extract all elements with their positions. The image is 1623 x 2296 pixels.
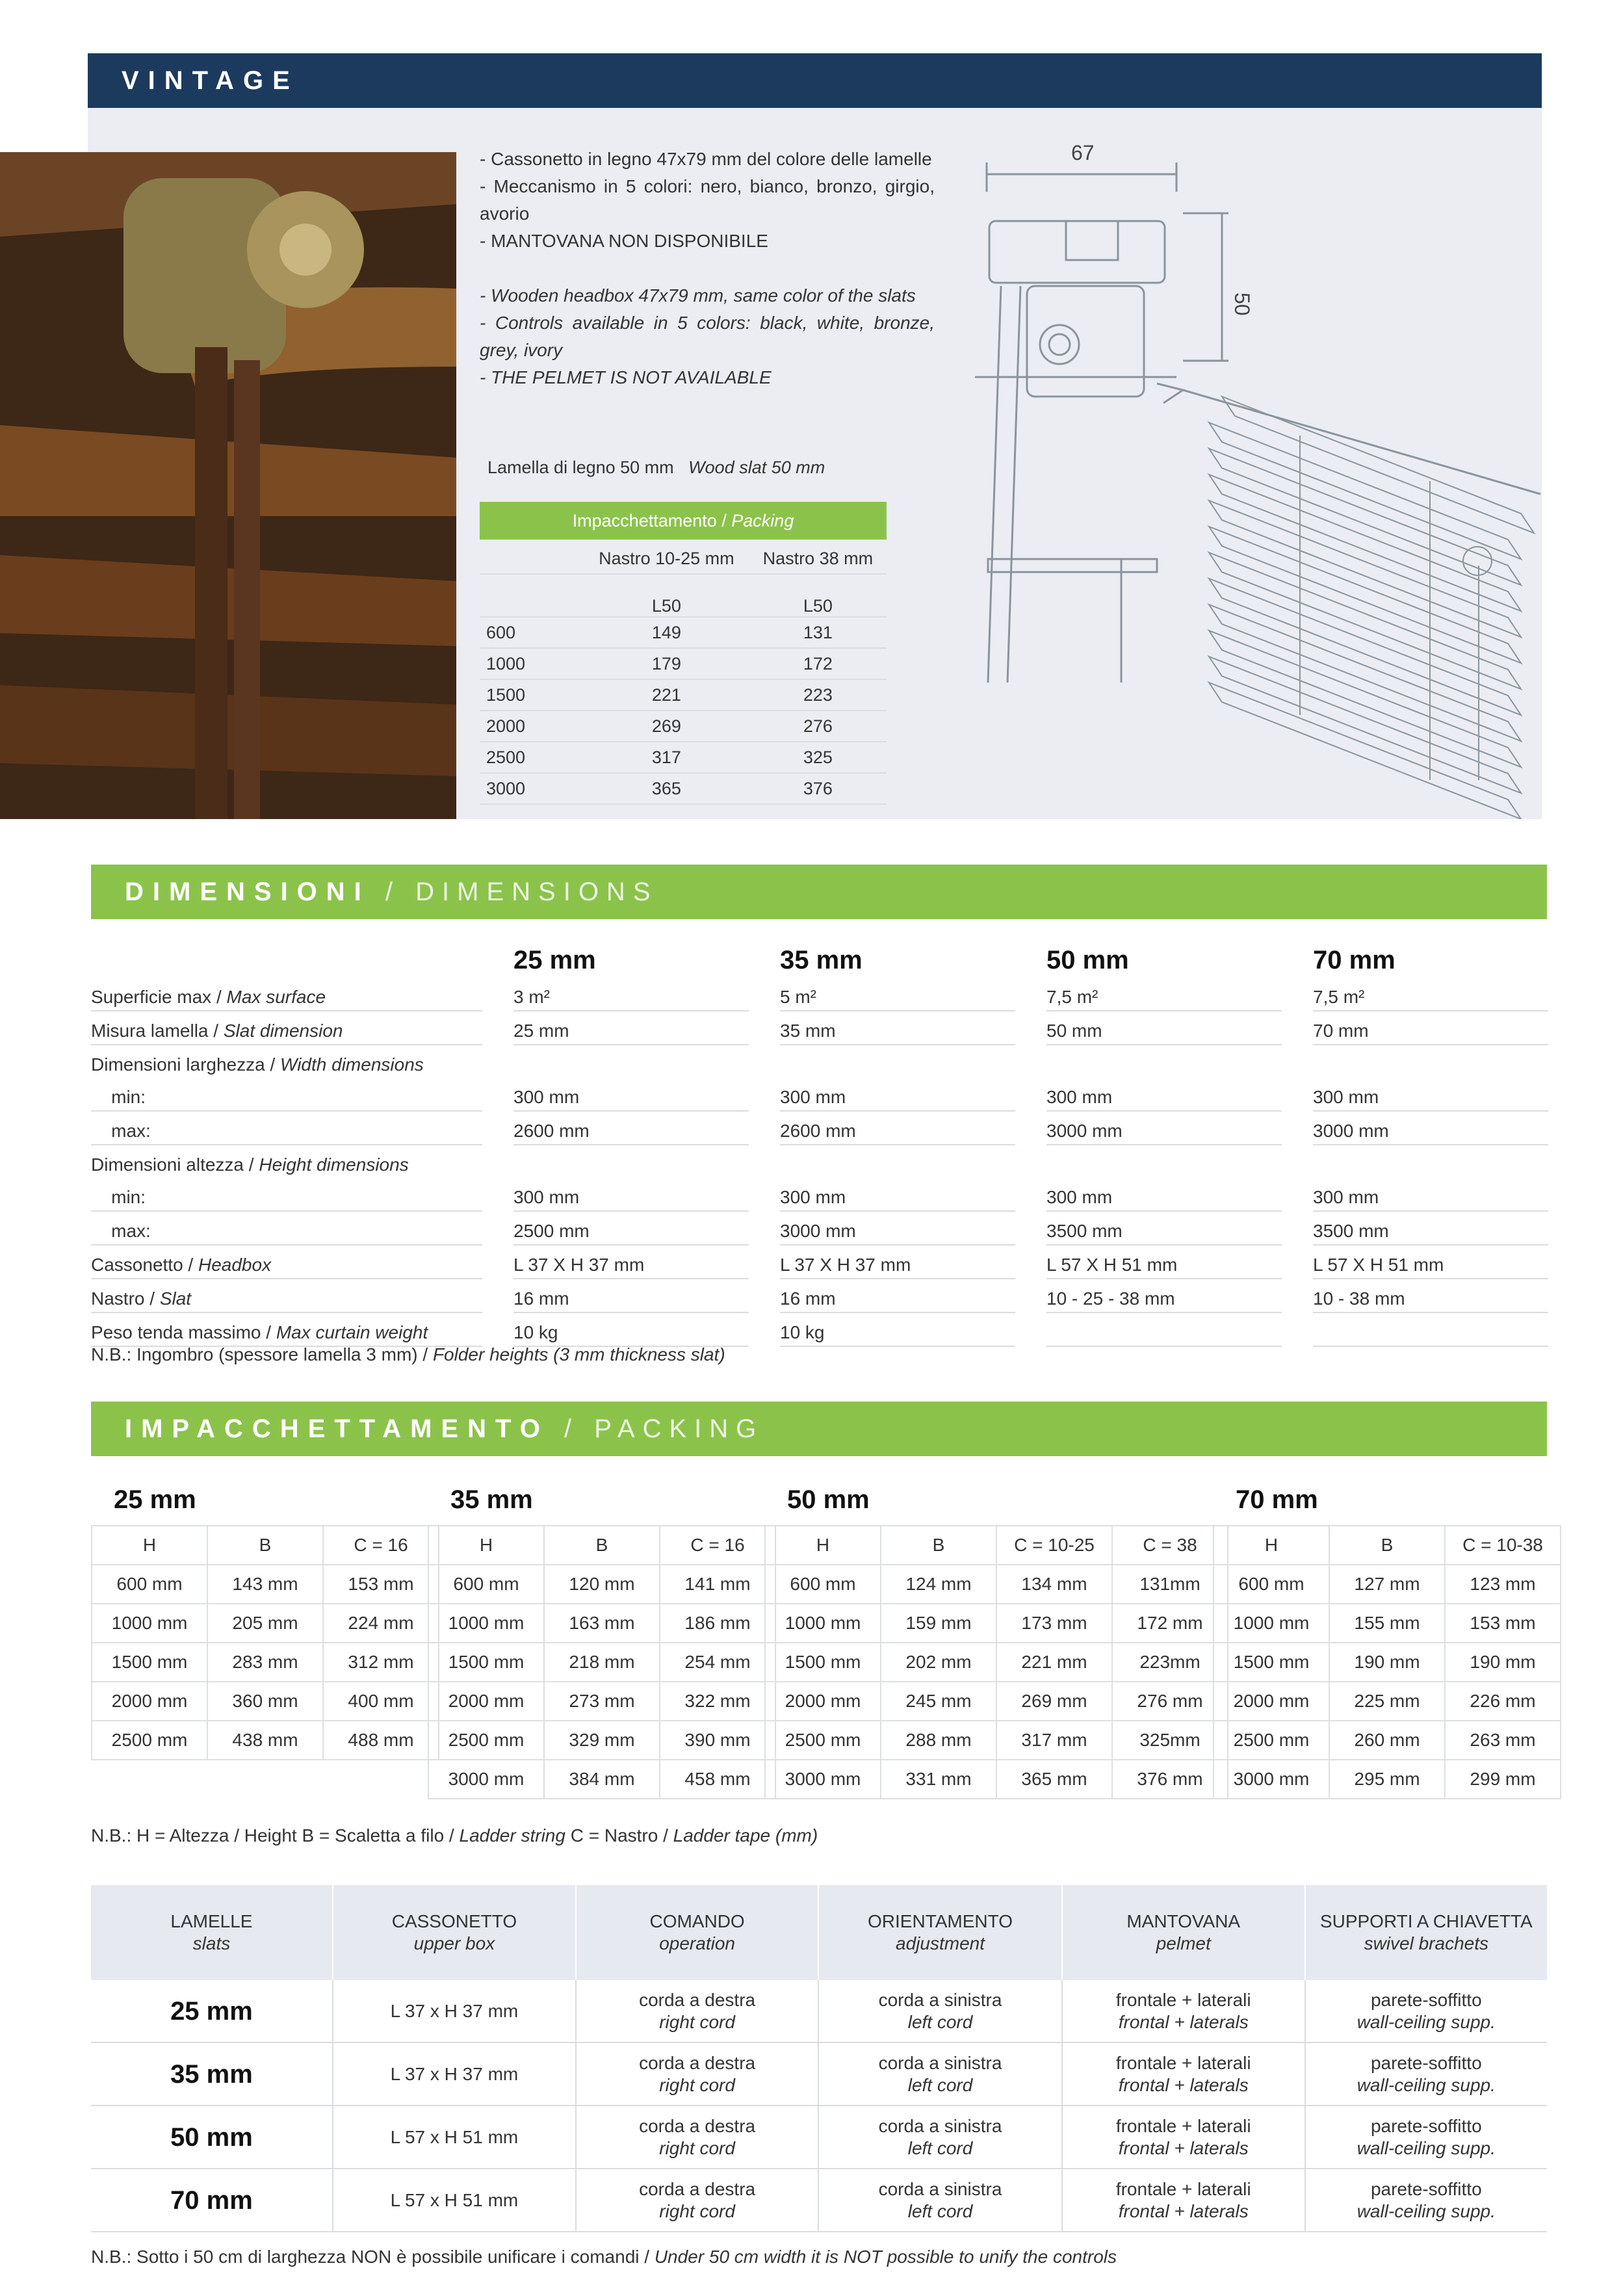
packing-sub1: L50 (584, 574, 749, 617)
config-cell: frontale + laterali frontal + laterals (1062, 1980, 1305, 2042)
packing-table-cell: 120 mm (544, 1565, 660, 1604)
dimension-value (513, 1045, 749, 1078)
packing-header-cell: B (1329, 1526, 1445, 1565)
packing-header-cell: C = 10-25 (996, 1526, 1112, 1565)
dimension-label: max: (91, 1212, 482, 1246)
dimension-value: 25 mm (513, 1011, 749, 1045)
packing-table-cell: 127 mm (1329, 1565, 1445, 1604)
dimension-value: 300 mm (1046, 1078, 1282, 1112)
packing-table-cell: 3000 mm (428, 1760, 544, 1799)
packing-row (480, 679, 887, 711)
packing-table-cell: 153 mm (1445, 1604, 1561, 1643)
packing-table-cell: 153 mm (323, 1565, 439, 1604)
dimension-value: 2600 mm (513, 1112, 749, 1145)
config-cell: corda a sinistra left cord (818, 2169, 1062, 2232)
packing-cell: 3000 (480, 773, 584, 804)
packing-table-cell: 221 mm (996, 1643, 1112, 1682)
packing-table-cell: 254 mm (660, 1643, 775, 1682)
packing-table-row (428, 1643, 775, 1682)
config-cell: corda a sinistra left cord (818, 2106, 1062, 2169)
packing-col1: Nastro 10-25 mm (584, 543, 749, 574)
packing-table-cell: 186 mm (660, 1604, 775, 1643)
dimension-value: 300 mm (1046, 1178, 1282, 1212)
config-header: CASSONETTO upper box (333, 1885, 576, 1980)
packing-table-cell: 2000 mm (1214, 1682, 1329, 1721)
packing-table-cell: 295 mm (1329, 1760, 1445, 1799)
packing-cell: 600 (480, 617, 584, 648)
dimension-value (1046, 1045, 1282, 1078)
packing-table-row (92, 1682, 439, 1721)
packing-table-cell: 123 mm (1445, 1565, 1561, 1604)
packing-table-cell: 134 mm (996, 1565, 1112, 1604)
packing-table-cell: 218 mm (544, 1643, 660, 1682)
drawing-height-label: 50 (1230, 293, 1254, 316)
packing-sub2: L50 (749, 574, 887, 617)
dimension-value (1046, 1313, 1282, 1347)
packing-table-cell: 3000 mm (1214, 1760, 1329, 1799)
dimension-value: 300 mm (513, 1178, 749, 1212)
dimension-value: 3500 mm (1313, 1212, 1548, 1246)
packing-col2: Nastro 38 mm (749, 543, 887, 574)
packing-table-cell: 1000 mm (765, 1604, 881, 1643)
packing-cell: 325 (749, 742, 887, 773)
packing-table-title: 70 mm (1236, 1485, 1318, 1514)
dimension-label: Nastro / Slat (91, 1279, 482, 1313)
packing-table-cell: 190 mm (1329, 1643, 1445, 1682)
packing-table-cell: 2500 mm (765, 1721, 881, 1760)
dimension-value: L 37 X H 37 mm (780, 1246, 1015, 1279)
packing-cell: 149 (584, 617, 749, 648)
packing-table-row (765, 1565, 1228, 1604)
packing-table-cell: 1500 mm (428, 1643, 544, 1682)
packing-cell: 1000 (480, 648, 584, 679)
config-row (91, 2042, 1547, 2106)
packing-table-header (765, 1526, 1228, 1565)
config-cell: corda a destra right cord (576, 2106, 818, 2169)
dimension-label: Superficie max / Max surface (91, 978, 482, 1011)
dimension-row (91, 1145, 1548, 1178)
packing-table-cell: 269 mm (996, 1682, 1112, 1721)
packing-table-row (765, 1721, 1228, 1760)
dimension-value: 300 mm (780, 1078, 1015, 1112)
dimension-value: 2500 mm (513, 1212, 749, 1246)
packing-table-title: 25 mm (114, 1485, 196, 1514)
packing-table-1 (428, 1474, 776, 1799)
dimensions-table (91, 936, 1548, 1347)
dimension-value: 50 mm (1046, 1011, 1282, 1045)
packing-table-cell: 365 mm (996, 1760, 1112, 1799)
packing-table-row (765, 1760, 1228, 1799)
packing-table-cell: 438 mm (207, 1721, 323, 1760)
dimension-value: L 37 X H 37 mm (513, 1246, 749, 1279)
config-header: MANTOVANA pelmet (1062, 1885, 1305, 1980)
config-cell: parete-soffitto wall-ceiling supp. (1305, 1980, 1547, 2042)
config-cell: corda a destra right cord (576, 1980, 818, 2042)
dimension-row (91, 978, 1548, 1011)
packing-table-cell: 1000 mm (428, 1604, 544, 1643)
config-header: COMANDO operation (576, 1885, 818, 1980)
dims-col-70: 70 mm (1313, 946, 1396, 974)
dimension-value: 3000 mm (1046, 1112, 1282, 1145)
config-cell: frontale + laterali frontal + laterals (1062, 2106, 1305, 2169)
vintage-title: VINTAGE (122, 66, 299, 95)
config-size: 35 mm (91, 2042, 333, 2106)
vintage-header-band (88, 53, 1542, 108)
config-cell: corda a destra right cord (576, 2169, 818, 2232)
packing-table-cell: 2500 mm (428, 1721, 544, 1760)
dimension-value: 10 - 38 mm (1313, 1279, 1548, 1313)
packing-header-cell: H (1214, 1526, 1329, 1565)
dimension-value: 3500 mm (1046, 1212, 1282, 1246)
packing-table-2 (764, 1474, 1228, 1799)
technical-drawing (962, 130, 1542, 819)
dimension-value: 3000 mm (780, 1212, 1015, 1246)
packing-table-title: 35 mm (450, 1485, 533, 1514)
packing-table-cell: 299 mm (1445, 1760, 1561, 1799)
packing-table-row (1214, 1643, 1561, 1682)
dimension-row (91, 1279, 1548, 1313)
dimension-value (1046, 1145, 1282, 1178)
packing-header-cell: C = 16 (660, 1526, 775, 1565)
config-box: L 37 x H 37 mm (333, 2042, 576, 2106)
packing-table-row (92, 1604, 439, 1643)
packing-header-cell: C = 16 (323, 1526, 439, 1565)
config-row (91, 2106, 1547, 2169)
packing-row (480, 742, 887, 773)
packing-table-cell: 143 mm (207, 1565, 323, 1604)
packing-cell: 179 (584, 648, 749, 679)
packing-table-cell: 276 mm (1112, 1682, 1228, 1721)
dimension-value: 35 mm (780, 1011, 1015, 1045)
config-header: LAMELLE slats (91, 1885, 333, 1980)
dimension-value: 16 mm (513, 1279, 749, 1313)
packing-cell: 131 (749, 617, 887, 648)
packing-table-cell: 2000 mm (92, 1682, 207, 1721)
dimension-value: 7,5 m² (1046, 978, 1282, 1011)
packing-header-cell: B (544, 1526, 660, 1565)
dimension-row (91, 1246, 1548, 1279)
dimension-value: 3000 mm (1313, 1112, 1548, 1145)
packing-table-row (765, 1604, 1228, 1643)
packing-table-cell: 226 mm (1445, 1682, 1561, 1721)
dimension-value: L 57 X H 51 mm (1046, 1246, 1282, 1279)
dimension-value: 3 m² (513, 978, 749, 1011)
packing-table-cell: 329 mm (544, 1721, 660, 1760)
packing-table-cell: 263 mm (1445, 1721, 1561, 1760)
slat-label: Lamella di legno 50 mm Wood slat 50 mm (487, 458, 825, 477)
packing-table-cell: 223mm (1112, 1643, 1228, 1682)
dimension-value (780, 1145, 1015, 1178)
dimension-value: 7,5 m² (1313, 978, 1548, 1011)
packing-cell: 269 (584, 711, 749, 742)
dimension-value (1313, 1313, 1548, 1347)
dimension-row (91, 1313, 1548, 1347)
dimension-value: L 57 X H 51 mm (1313, 1246, 1548, 1279)
packing-title: IMPACCHETTAMENTO (125, 1415, 549, 1443)
dimension-value: 70 mm (1313, 1011, 1548, 1045)
packing-table-cell: 141 mm (660, 1565, 775, 1604)
packing-cell: 317 (584, 742, 749, 773)
config-size: 25 mm (91, 1980, 333, 2042)
config-row (91, 2169, 1547, 2232)
product-photo (0, 152, 456, 819)
packing-table-cell: 600 mm (428, 1565, 544, 1604)
dimensions-note: N.B.: Ingombro (spessore lamella 3 mm) / Folder heights (3 mm thickness slat) (91, 1344, 725, 1364)
dimension-value: 10 kg (780, 1313, 1015, 1347)
dimension-value: 10 - 25 - 38 mm (1046, 1279, 1282, 1313)
packing-table-cell: 390 mm (660, 1721, 775, 1760)
packing-table-row (1214, 1565, 1561, 1604)
feature-it-3: - MANTOVANA NON DISPONIBILE (480, 231, 768, 251)
packing-table-cell: 600 mm (1214, 1565, 1329, 1604)
packing-table-cell: 155 mm (1329, 1604, 1445, 1643)
packing-table-cell: 283 mm (207, 1643, 323, 1682)
dimension-value: 2600 mm (780, 1112, 1015, 1145)
packing-table-3 (1213, 1474, 1561, 1799)
packing-row (480, 711, 887, 742)
packing-table-cell: 600 mm (92, 1565, 207, 1604)
dims-col-50: 50 mm (1046, 946, 1129, 974)
packing-table-cell: 288 mm (881, 1721, 996, 1760)
packing-table-row (428, 1682, 775, 1721)
packing-table-row (92, 1565, 439, 1604)
packing-table-cell: 2500 mm (92, 1721, 207, 1760)
packing-table-row (428, 1604, 775, 1643)
dimension-value: 300 mm (513, 1078, 749, 1112)
packing-table-row (92, 1643, 439, 1682)
packing-table-row (765, 1643, 1228, 1682)
drawing-width-label: 67 (1071, 141, 1095, 164)
packing-header-cell: B (881, 1526, 996, 1565)
dimension-value: 16 mm (780, 1279, 1015, 1313)
packing-table-cell: 202 mm (881, 1643, 996, 1682)
packing-table-cell: 1500 mm (92, 1643, 207, 1682)
packing-table-cell: 205 mm (207, 1604, 323, 1643)
packing-table-cell: 1000 mm (1214, 1604, 1329, 1643)
packing-title-en: / PACKING (549, 1415, 764, 1443)
packing-table-row (765, 1682, 1228, 1721)
config-cell: parete-soffitto wall-ceiling supp. (1305, 2169, 1547, 2232)
packing-table-row (1214, 1760, 1561, 1799)
config-cell: corda a sinistra left cord (818, 2042, 1062, 2106)
config-header: SUPPORTI A CHIAVETTA swivel brachets (1305, 1885, 1547, 1980)
config-cell: parete-soffitto wall-ceiling supp. (1305, 2042, 1547, 2106)
packing-table-header (92, 1526, 439, 1565)
packing-cell: 2500 (480, 742, 584, 773)
config-size: 70 mm (91, 2169, 333, 2232)
packing-table-cell: 273 mm (544, 1682, 660, 1721)
dimension-label: Dimensioni altezza / Height dimensions (91, 1155, 409, 1175)
packing-cell: 276 (749, 711, 887, 742)
dimension-value: 10 kg (513, 1313, 749, 1347)
vintage-packing-header: Impacchettamento / Packing (480, 502, 887, 540)
dimensions-title-en: / DIMENSIONS (370, 878, 658, 906)
vintage-features (480, 146, 935, 391)
feature-it-1: - Cassonetto in legno 47x79 mm del colore delle lamelle (480, 149, 932, 169)
packing-table-cell: 312 mm (323, 1643, 439, 1682)
packing-table-cell: 2000 mm (765, 1682, 881, 1721)
packing-header-cell: B (207, 1526, 323, 1565)
dimension-label: min: (91, 1178, 482, 1212)
packing-cell: 2000 (480, 711, 584, 742)
packing-table-cell: 376 mm (1112, 1760, 1228, 1799)
feature-en-3: - THE PELMET IS NOT AVAILABLE (480, 367, 772, 387)
packing-table-cell: 1000 mm (92, 1604, 207, 1643)
packing-table-cell: 124 mm (881, 1565, 996, 1604)
packing-table-cell: 600 mm (765, 1565, 881, 1604)
dimension-value: 300 mm (1313, 1078, 1548, 1112)
packing-table-cell: 172 mm (1112, 1604, 1228, 1643)
packing-table-row (428, 1760, 775, 1799)
packing-cell: 1500 (480, 679, 584, 711)
packing-header-cell: H (765, 1526, 881, 1565)
config-size: 50 mm (91, 2106, 333, 2169)
dimension-row (91, 1045, 1548, 1078)
packing-table-cell: 1500 mm (765, 1643, 881, 1682)
dimension-row (91, 1078, 1548, 1112)
dims-col-35: 35 mm (780, 946, 863, 974)
packing-table-cell: 400 mm (323, 1682, 439, 1721)
dimension-value (513, 1145, 749, 1178)
packing-table-cell: 190 mm (1445, 1643, 1561, 1682)
config-note: N.B.: Sotto i 50 cm di larghezza NON è possibile unificare i comandi / Under 50 cm width it is NOT possible to unify the controls (91, 2247, 1117, 2267)
packing-table-cell: 488 mm (323, 1721, 439, 1760)
dimension-label: Misura lamella / Slat dimension (91, 1011, 482, 1045)
packing-header-cell: C = 38 (1112, 1526, 1228, 1565)
packing-table-0 (91, 1474, 439, 1760)
dimension-value (780, 1045, 1015, 1078)
config-header: ORIENTAMENTO adjustment (818, 1885, 1062, 1980)
packing-table-row (1214, 1682, 1561, 1721)
dimension-row (91, 1212, 1548, 1246)
packing-row (480, 773, 887, 804)
dimension-value (1313, 1045, 1548, 1078)
packing-table-header (428, 1526, 775, 1565)
dimension-value: 300 mm (1313, 1178, 1548, 1212)
packing-header-band (91, 1402, 1547, 1456)
config-box: L 57 x H 51 mm (333, 2106, 576, 2169)
dimension-value: 5 m² (780, 978, 1015, 1011)
feature-en-2: - Controls available in 5 colors: black, white, bronze, grey, ivory (480, 313, 935, 360)
packing-table-cell: 322 mm (660, 1682, 775, 1721)
packing-table-cell: 159 mm (881, 1604, 996, 1643)
dimension-row (91, 1178, 1548, 1212)
packing-table-cell: 245 mm (881, 1682, 996, 1721)
config-box: L 57 x H 51 mm (333, 2169, 576, 2232)
packing-header-cell: H (428, 1526, 544, 1565)
packing-cell: 223 (749, 679, 887, 711)
packing-table-row (1214, 1721, 1561, 1760)
packing-table-cell: 458 mm (660, 1760, 775, 1799)
config-cell: frontale + laterali frontal + laterals (1062, 2169, 1305, 2232)
packing-table-cell: 2500 mm (1214, 1721, 1329, 1760)
packing-table-row (1214, 1604, 1561, 1643)
dimension-label: min: (91, 1078, 482, 1112)
packing-table-cell: 2000 mm (428, 1682, 544, 1721)
vintage-packing-table (480, 543, 887, 805)
feature-it-2: - Meccanismo in 5 colori: nero, bianco, bronzo, girgio, avorio (480, 176, 935, 224)
packing-table-row (92, 1721, 439, 1760)
packing-table-cell: 1500 mm (1214, 1643, 1329, 1682)
packing-cell: 376 (749, 773, 887, 804)
dims-col-25: 25 mm (513, 946, 596, 974)
packing-table-header (1214, 1526, 1561, 1565)
config-row (91, 1980, 1547, 2042)
packing-table-cell: 131mm (1112, 1565, 1228, 1604)
packing-table-cell: 173 mm (996, 1604, 1112, 1643)
dimension-label: Cassonetto / Headbox (91, 1246, 482, 1279)
packing-table-cell: 384 mm (544, 1760, 660, 1799)
packing-table-title: 50 mm (787, 1485, 870, 1514)
dimension-row (91, 1011, 1548, 1045)
packing-row (480, 648, 887, 679)
packing-row (480, 617, 887, 648)
packing-table-cell: 225 mm (1329, 1682, 1445, 1721)
config-cell: parete-soffitto wall-ceiling supp. (1305, 2106, 1547, 2169)
packing-table-row (428, 1721, 775, 1760)
dimension-value (1313, 1145, 1548, 1178)
dimensions-header-band (91, 865, 1547, 919)
packing-table-cell: 163 mm (544, 1604, 660, 1643)
feature-en-1: - Wooden headbox 47x79 mm, same color of the slats (480, 285, 916, 306)
dimension-label: Dimensioni larghezza / Width dimensions (91, 1054, 424, 1075)
packing-table-cell: 325mm (1112, 1721, 1228, 1760)
packing-table-cell: 224 mm (323, 1604, 439, 1643)
packing-header-cell: H (92, 1526, 207, 1565)
packing-table-row (428, 1565, 775, 1604)
packing-cell: 221 (584, 679, 749, 711)
packing-table-cell: 317 mm (996, 1721, 1112, 1760)
packing-note: N.B.: H = Altezza / Height B = Scaletta a filo / Ladder string C = Nastro / Ladder tape (mm) (91, 1825, 818, 1846)
packing-table-cell: 260 mm (1329, 1721, 1445, 1760)
dimensions-title: DIMENSIONI (125, 878, 370, 906)
dimension-label: Peso tenda massimo / Max curtain weight (91, 1313, 482, 1347)
dimension-value: 300 mm (780, 1178, 1015, 1212)
packing-cell: 172 (749, 648, 887, 679)
configuration-table (91, 1885, 1547, 2232)
dimension-label: max: (91, 1112, 482, 1145)
packing-cell: 365 (584, 773, 749, 804)
packing-table-cell: 331 mm (881, 1760, 996, 1799)
config-cell: corda a destra right cord (576, 2042, 818, 2106)
config-cell: frontale + laterali frontal + laterals (1062, 2042, 1305, 2106)
packing-table-cell: 360 mm (207, 1682, 323, 1721)
packing-table-cell: 3000 mm (765, 1760, 881, 1799)
config-box: L 37 x H 37 mm (333, 1980, 576, 2042)
config-cell: corda a sinistra left cord (818, 1980, 1062, 2042)
dimension-row (91, 1112, 1548, 1145)
packing-header-cell: C = 10-38 (1445, 1526, 1561, 1565)
